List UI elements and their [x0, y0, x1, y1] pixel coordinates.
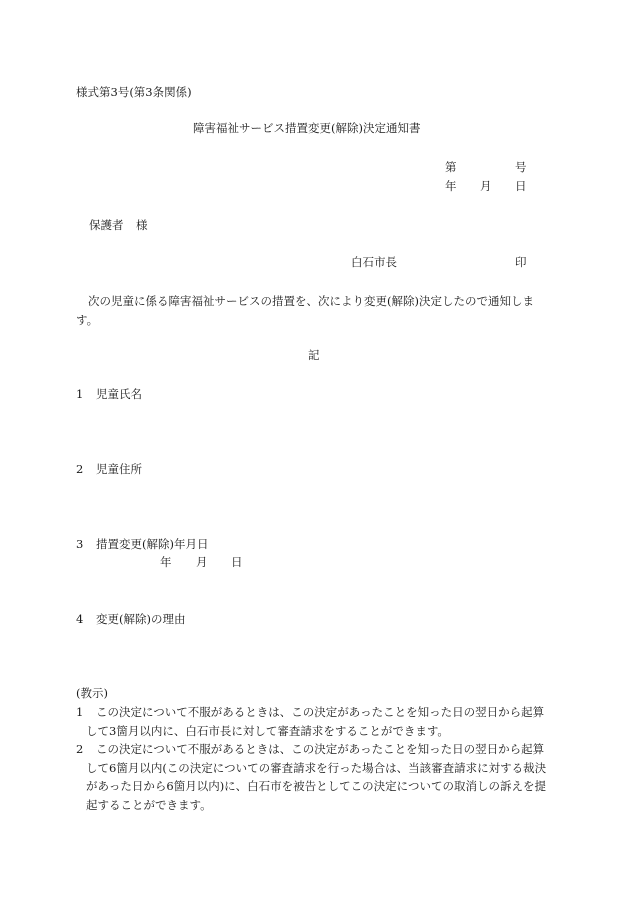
- date-year-label: 年: [445, 179, 457, 193]
- item3-date-day: 日: [231, 555, 243, 569]
- addressee-name: 保護者: [89, 218, 124, 232]
- item-label-child-address: 児童住所: [96, 462, 142, 476]
- item-number: 4: [76, 612, 84, 626]
- item-number: 3: [76, 537, 84, 551]
- issuer-name: 白石市長: [351, 255, 397, 269]
- item3-date-year: 年: [160, 555, 172, 569]
- notice-heading: (教示): [76, 686, 108, 700]
- item-label-change-date: 措置変更(解除)年月日: [96, 537, 209, 551]
- notice-entry-text: この決定について不服があるときは、この決定があったことを知った日の翌日から起算して6箇月以内(この決定についての審査請求を行った場合は、当該審査請求に対する裁決があった日から6箇月以内)に、白石市を被告としてこの決定についての取消しの訴えを提起することができます。: [86, 742, 547, 812]
- item3-date-month: 月: [196, 555, 208, 569]
- notice-entry-number: 2: [76, 742, 84, 756]
- ki-marker: 記: [308, 348, 320, 362]
- date-month-label: 月: [480, 179, 492, 193]
- doc-number-prefix: 第: [445, 160, 457, 174]
- document-title: 障害福祉サービス措置変更(解除)決定通知書: [193, 121, 421, 135]
- form-number: 様式第3号(第3条関係): [76, 85, 192, 99]
- addressee-honorific: 様: [136, 218, 148, 232]
- item-label-reason: 変更(解除)の理由: [96, 612, 186, 626]
- notice-entry-number: 1: [76, 705, 84, 719]
- item-number: 1: [76, 387, 84, 401]
- notice-entry-text: この決定について不服があるときは、この決定があったことを知った日の翌日から起算して3箇月以内に、白石市長に対して審査請求をすることができます。: [86, 705, 545, 738]
- body-text: 次の児童に係る障害福祉サービスの措置を、次により変更(解除)決定したので通知します。: [76, 294, 534, 327]
- seal-mark: 印: [515, 255, 527, 269]
- item-label-child-name: 児童氏名: [96, 387, 142, 401]
- doc-number-suffix: 号: [515, 160, 527, 174]
- date-day-label: 日: [515, 179, 527, 193]
- item-number: 2: [76, 462, 84, 476]
